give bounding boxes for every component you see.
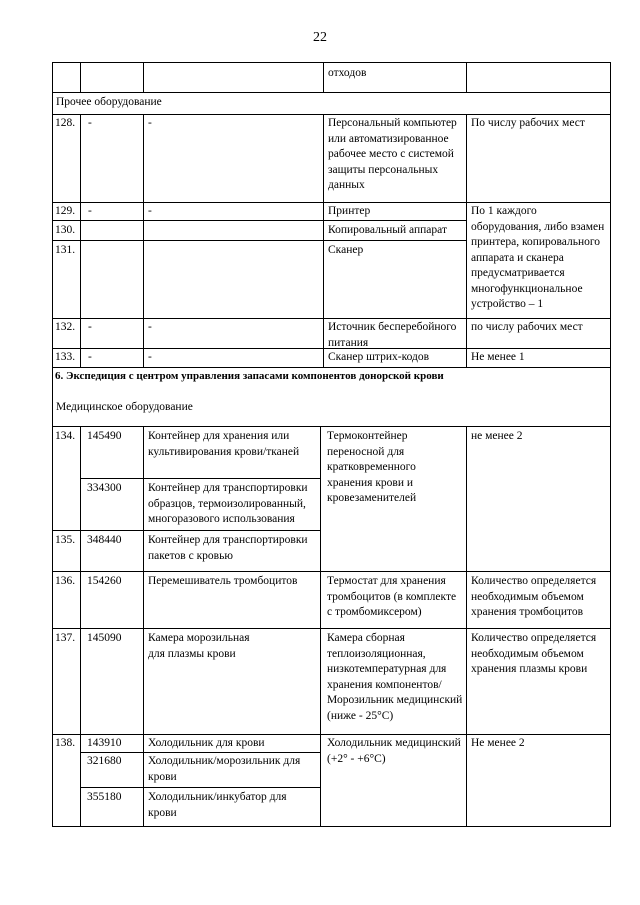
rule xyxy=(143,426,144,826)
cell-name: отходов xyxy=(328,67,367,79)
rule xyxy=(52,530,320,531)
rule xyxy=(466,426,467,826)
cell-name: Термостат для хранения тромбоцитов (в комплекте с тромбомиксером) xyxy=(327,575,457,618)
cell-name: Сканер штрих-кодов xyxy=(328,351,430,363)
cell-qty: Не менее 1 xyxy=(471,351,525,363)
rule xyxy=(466,62,467,92)
rule xyxy=(323,62,324,92)
cell-num: 134. xyxy=(55,430,76,442)
rule xyxy=(80,114,81,367)
rule xyxy=(80,426,81,826)
cell-name: Холодильник/инкубатор для крови xyxy=(148,791,287,819)
rule xyxy=(52,62,53,827)
cell-code: - xyxy=(88,351,92,363)
cell-name: Принтер xyxy=(328,205,371,217)
cell-qty: По 1 каждого оборудования, либо взамен принтера, копировального аппарата и сканера предусматривается многофункциональное устройство – 1 xyxy=(471,205,605,310)
rule xyxy=(52,734,611,735)
cell-qty: По числу рабочих мест xyxy=(471,117,585,129)
cell-qty: Не менее 2 xyxy=(471,737,525,749)
rule xyxy=(320,426,321,826)
rule xyxy=(52,114,611,115)
cell-num: 137. xyxy=(55,632,76,644)
cell-name: - xyxy=(148,117,152,129)
cell-name: - xyxy=(148,321,152,333)
section-label: Медицинское оборудование xyxy=(56,401,193,413)
rule xyxy=(52,62,611,63)
cell-num: 129. xyxy=(55,205,76,217)
rule xyxy=(80,752,320,753)
cell-name: Холодильник для крови xyxy=(148,737,265,749)
cell-name: Холодильник/морозильник для крови xyxy=(148,755,301,783)
cell-num: 135. xyxy=(55,534,76,546)
cell-name: - xyxy=(148,205,152,217)
cell-code: 145090 xyxy=(87,632,122,644)
cell-name: Контейнер для транспортировки пакетов с кровью xyxy=(148,534,308,562)
cell-num: 132. xyxy=(55,321,76,333)
cell-code: 355180 xyxy=(87,791,122,803)
section-label: Прочее оборудование xyxy=(56,96,162,108)
cell-name: Копировальный аппарат xyxy=(328,224,447,236)
cell-qty: не менее 2 xyxy=(471,430,523,442)
cell-num: 133. xyxy=(55,351,76,363)
rule xyxy=(52,426,611,427)
page-number: 22 xyxy=(313,30,327,45)
rule xyxy=(143,114,144,367)
section-heading: 6. Экспедиция с центром управления запасами компонентов донорской крови xyxy=(55,370,444,382)
cell-num: 130. xyxy=(55,224,76,236)
cell-code: 154260 xyxy=(87,575,122,587)
cell-name: Персональный компьютер или автоматизированное рабочее место с системой защиты персональных данных xyxy=(328,117,457,191)
cell-code: - xyxy=(88,117,92,129)
cell-name: Контейнер для транспортировки образцов, термоизолированный, многоразового использования xyxy=(148,482,308,525)
cell-code: 334300 xyxy=(87,482,122,494)
cell-name: Сканер xyxy=(328,244,364,256)
cell-code: 145490 xyxy=(87,430,122,442)
cell-num: 136. xyxy=(55,575,76,587)
cell-name: Камера морозильная для плазмы крови xyxy=(148,632,250,660)
cell-code: - xyxy=(88,205,92,217)
rule xyxy=(323,114,324,367)
rule xyxy=(143,62,144,92)
cell-name: - xyxy=(148,351,152,363)
cell-code: - xyxy=(88,321,92,333)
rule xyxy=(80,62,81,92)
rule xyxy=(610,62,611,827)
rule xyxy=(52,571,611,572)
cell-name: Контейнер для хранения или культивирования крови/тканей xyxy=(148,430,300,458)
cell-qty: Количество определяется необходимым объемом хранения плазмы крови xyxy=(471,632,597,675)
rule xyxy=(52,367,611,368)
cell-num: 128. xyxy=(55,117,76,129)
rule xyxy=(80,478,320,479)
rule xyxy=(52,628,611,629)
rule xyxy=(52,220,467,221)
cell-name: Термоконтейнер переносной для кратковременного хранения крови и кровезаменителей xyxy=(327,430,417,504)
cell-code: 143910 xyxy=(87,737,122,749)
cell-num: 138. xyxy=(55,737,76,749)
cell-qty: Количество определяется необходимым объемом хранения тромбоцитов xyxy=(471,575,597,618)
cell-name: Холодильник медицинский (+2° - +6°С) xyxy=(327,737,461,765)
cell-code: 321680 xyxy=(87,755,122,767)
rule xyxy=(52,202,611,203)
cell-name: Камера сборная теплоизоляционная, низкотемпературная для хранения компонентов/ Морозильник медицинский (ниже - 25°С) xyxy=(327,632,463,722)
cell-code: 348440 xyxy=(87,534,122,546)
rule xyxy=(52,318,611,319)
rule xyxy=(52,826,611,827)
rule xyxy=(52,92,611,93)
cell-num: 131. xyxy=(55,244,76,256)
rule xyxy=(52,240,467,241)
cell-name: Перемешиватель тромбоцитов xyxy=(148,575,298,587)
rule xyxy=(80,787,320,788)
cell-name: Источник бесперебойного питания xyxy=(328,321,457,349)
cell-qty: по числу рабочих мест xyxy=(471,321,583,333)
